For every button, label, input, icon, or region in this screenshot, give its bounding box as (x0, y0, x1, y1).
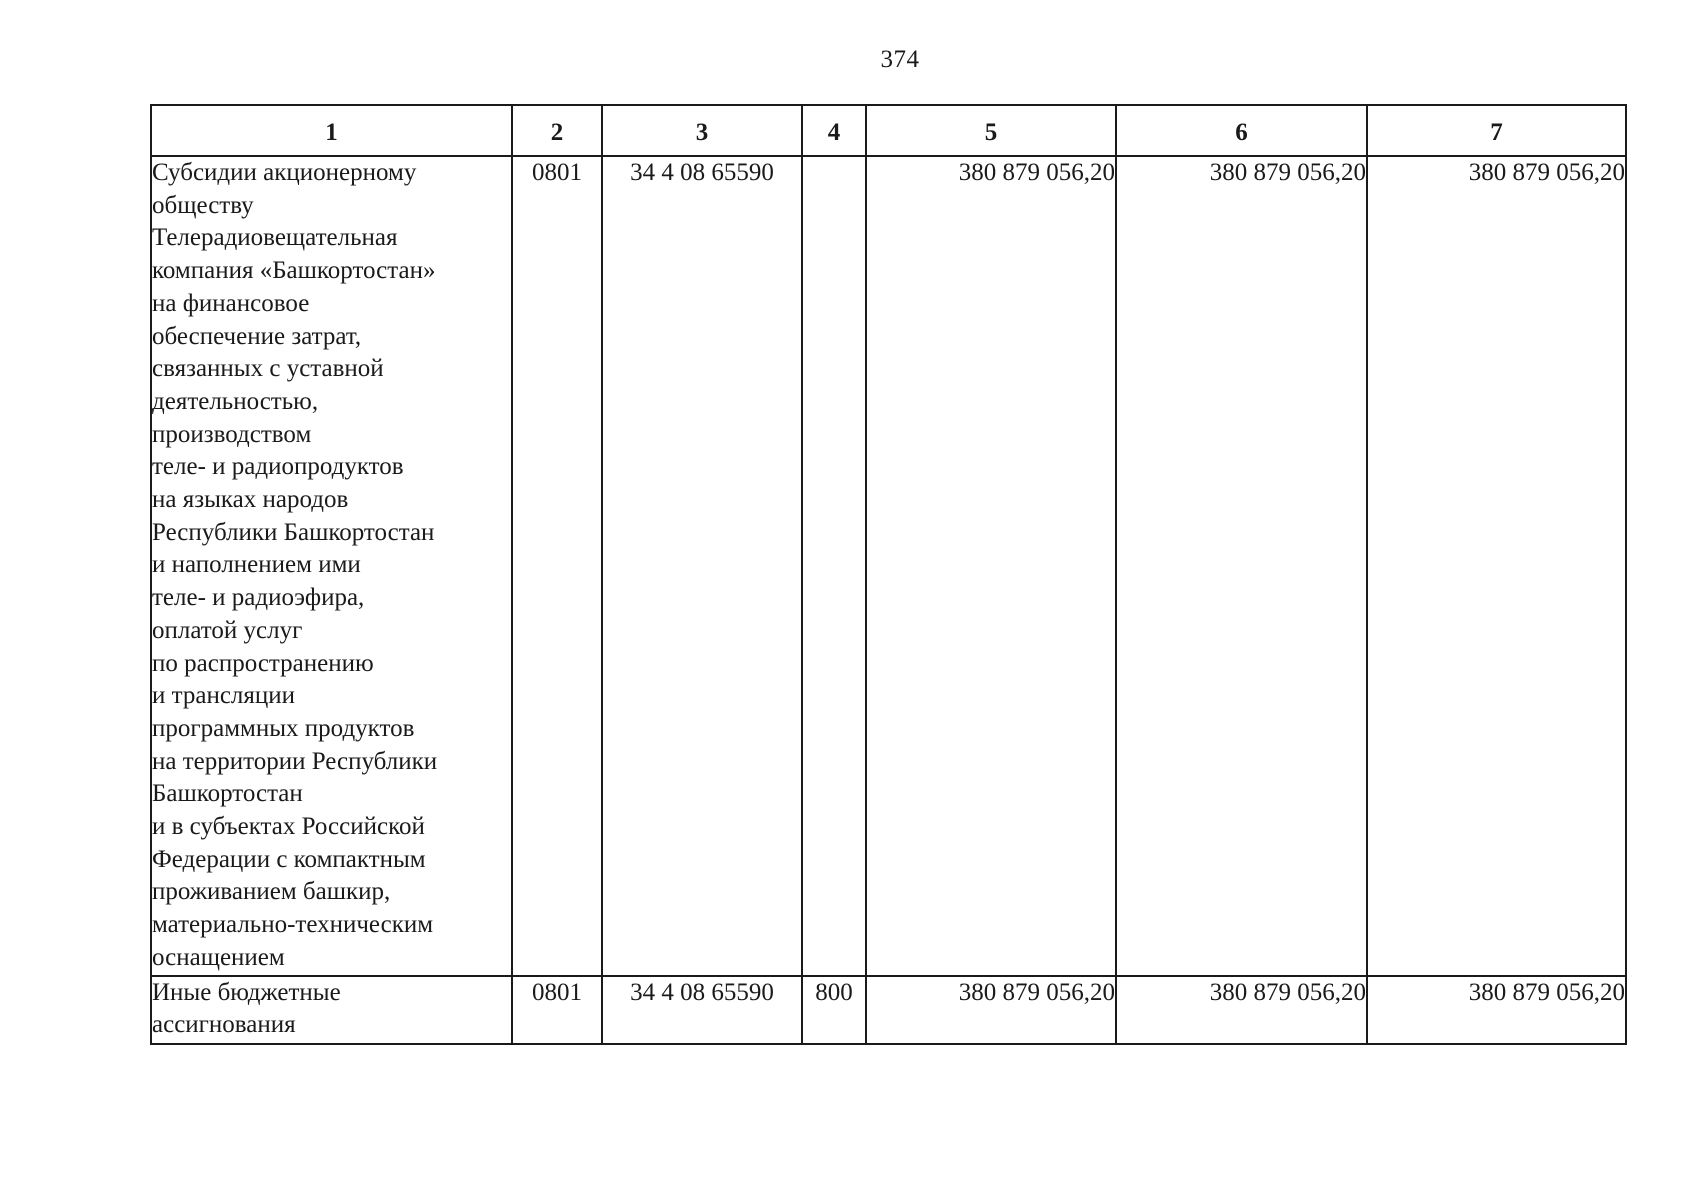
description-line: компания «Башкортостан» (152, 257, 436, 285)
description-line: Башкортостан (152, 780, 303, 808)
description-line: производством (152, 420, 312, 448)
description-line: Субсидии акционерному (152, 159, 417, 186)
description-line: материально-техническим (152, 911, 434, 939)
target-article-code: 34 4 08 65590 (602, 976, 802, 1044)
description-line: связанных с уставной (152, 355, 384, 383)
amount-column-6: 380 879 056,20 (1116, 156, 1367, 976)
table-row (151, 976, 1626, 1044)
column-header-1: 1 (151, 105, 512, 156)
amount-column-7: 380 879 056,20 (1367, 976, 1626, 1044)
description-line: и наполнением ими (152, 551, 361, 579)
description-line: оснащением (152, 943, 285, 971)
description-line: ассигнования (152, 1011, 296, 1039)
column-header-7: 7 (1367, 105, 1626, 156)
description-line: обществу (152, 191, 254, 219)
target-article-code: 34 4 08 65590 (602, 156, 802, 976)
expense-type-code: 800 (802, 976, 866, 1044)
amount-column-5: 380 879 056,20 (866, 156, 1116, 976)
header-row (151, 105, 1626, 156)
description-line: Телерадиовещательная (152, 224, 398, 252)
column-header-5: 5 (866, 105, 1116, 156)
description-line: программных продуктов (152, 714, 415, 742)
column-header-3: 3 (602, 105, 802, 156)
description-line: по распространению (152, 649, 374, 677)
description-line: на языках народов (152, 486, 349, 514)
column-header-6: 6 (1116, 105, 1367, 156)
column-header-2: 2 (512, 105, 602, 156)
description-line: теле- и радиопродуктов (152, 453, 404, 481)
amount-column-5: 380 879 056,20 (866, 976, 1116, 1044)
row-description (151, 156, 512, 976)
description-line: обеспечение затрат, (152, 322, 362, 350)
section-code: 0801 (512, 156, 602, 976)
description-line: на финансовое (152, 289, 310, 317)
description-line: проживанием башкир, (152, 878, 391, 906)
amount-column-7: 380 879 056,20 (1367, 156, 1626, 976)
amount-column-6: 380 879 056,20 (1116, 976, 1367, 1044)
description-line: на территории Республики (152, 747, 438, 775)
description-line: оплатой услуг (152, 616, 303, 644)
row-description (151, 976, 512, 1044)
description-line: Республики Башкортостан (152, 518, 435, 546)
description-line: Иные бюджетные (152, 978, 341, 1006)
section-code: 0801 (512, 976, 602, 1044)
description-line: и трансляции (152, 682, 296, 710)
description-line: Федерации с компактным (152, 845, 426, 873)
description-line: теле- и радиоэфира, (152, 584, 365, 612)
column-header-4: 4 (802, 105, 866, 156)
budget-table (150, 104, 1627, 1045)
table-row (151, 156, 1626, 976)
page-number: 374 (880, 46, 920, 73)
description-line: деятельностью, (152, 387, 319, 415)
description-line: и в субъектах Российской (152, 813, 425, 841)
expense-type-code (802, 156, 866, 976)
